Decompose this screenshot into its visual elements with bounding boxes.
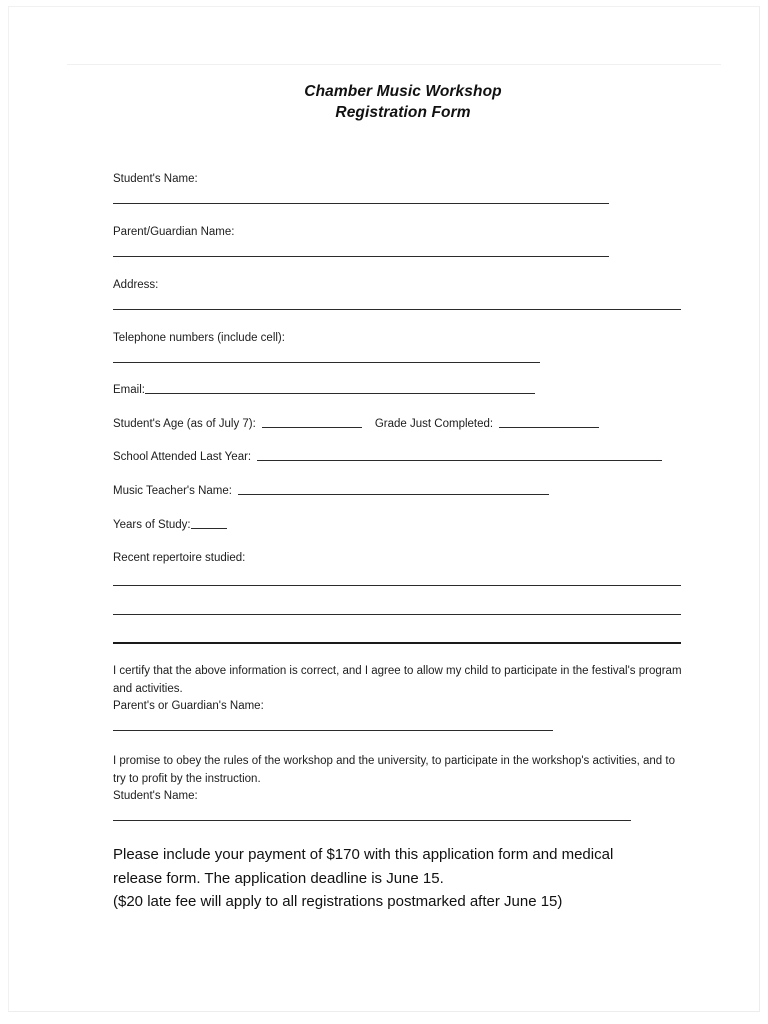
input-line-telephone[interactable] (113, 362, 540, 363)
promise-line-1: I promise to obey the rules of the workshop and the university, to participate in the workshop's (113, 755, 590, 767)
promise-signature-label: Student's Name: (113, 790, 198, 802)
promise-section (113, 752, 685, 821)
field-telephone[interactable] (113, 331, 685, 363)
input-line-school-attended[interactable] (257, 449, 662, 461)
input-line-parent-signature[interactable] (113, 730, 553, 731)
input-line-repertoire-1[interactable] (113, 585, 681, 586)
input-line-student-name[interactable] (113, 203, 609, 204)
payment-notice-line-2: release form. The application deadline is June 15. (113, 869, 444, 887)
input-line-email[interactable] (145, 382, 535, 394)
field-address[interactable] (113, 278, 685, 310)
certification-text (113, 662, 685, 698)
input-line-repertoire-2[interactable] (113, 614, 681, 615)
field-label-school-attended: School Attended Last Year: (113, 451, 252, 463)
field-label-email: Email: (113, 384, 145, 396)
promise-line-2: activities, and to try to profit by the instruction. (113, 755, 675, 785)
input-line-repertoire-3[interactable] (113, 642, 681, 644)
field-school-attended[interactable] (113, 449, 685, 465)
page-title (113, 81, 685, 123)
field-label-grade-completed: Grade Just Completed: (374, 418, 494, 430)
field-label-address: Address: (113, 279, 159, 291)
promise-text (113, 752, 685, 788)
payment-notice-line-3: ($20 late fee will apply to all registrations postmarked after June 15) (113, 893, 563, 910)
input-line-student-signature[interactable] (113, 820, 631, 821)
field-email[interactable] (113, 382, 685, 398)
input-line-years-of-study[interactable] (191, 517, 227, 529)
field-label-student-name: Student's Name: (113, 173, 198, 185)
certification-signature-label: Parent's or Guardian's Name: (113, 700, 264, 712)
form-content (113, 81, 685, 914)
field-parent-guardian-name[interactable] (113, 225, 685, 257)
field-years-of-study[interactable] (113, 517, 685, 533)
payment-notice-section (113, 843, 685, 914)
input-line-address[interactable] (113, 309, 681, 310)
field-label-telephone: Telephone numbers (include cell): (113, 332, 285, 344)
payment-notice (113, 843, 685, 914)
input-line-parent-guardian-name[interactable] (113, 256, 609, 257)
payment-notice-line-1: Please include your payment of $170 with this application form and medical (113, 846, 614, 863)
field-label-years-of-study: Years of Study: (113, 519, 191, 531)
field-label-recent-repertoire: Recent repertoire studied: (113, 552, 246, 564)
input-line-music-teacher-name[interactable] (238, 483, 549, 495)
certification-line-2: festival's program and activities. (113, 665, 682, 695)
field-age-grade-row (113, 416, 685, 432)
input-line-grade-completed[interactable] (499, 416, 599, 428)
field-label-parent-guardian-name: Parent/Guardian Name: (113, 226, 235, 238)
field-music-teacher-name[interactable] (113, 483, 685, 499)
title-line-2: Registration Form (335, 104, 471, 121)
certification-section (113, 662, 685, 731)
field-label-student-age: Student's Age (as of July 7): (113, 418, 256, 430)
header-divider (67, 64, 721, 65)
field-student-name[interactable] (113, 172, 685, 204)
field-label-music-teacher-name: Music Teacher's Name: (113, 485, 232, 497)
title-line-1: Chamber Music Workshop (304, 83, 502, 100)
document-page (8, 6, 760, 1012)
field-recent-repertoire[interactable] (113, 551, 685, 644)
input-line-student-age[interactable] (262, 416, 362, 428)
certification-line-1: I certify that the above information is correct, and I agree to allow my child to participate in the (113, 665, 589, 677)
